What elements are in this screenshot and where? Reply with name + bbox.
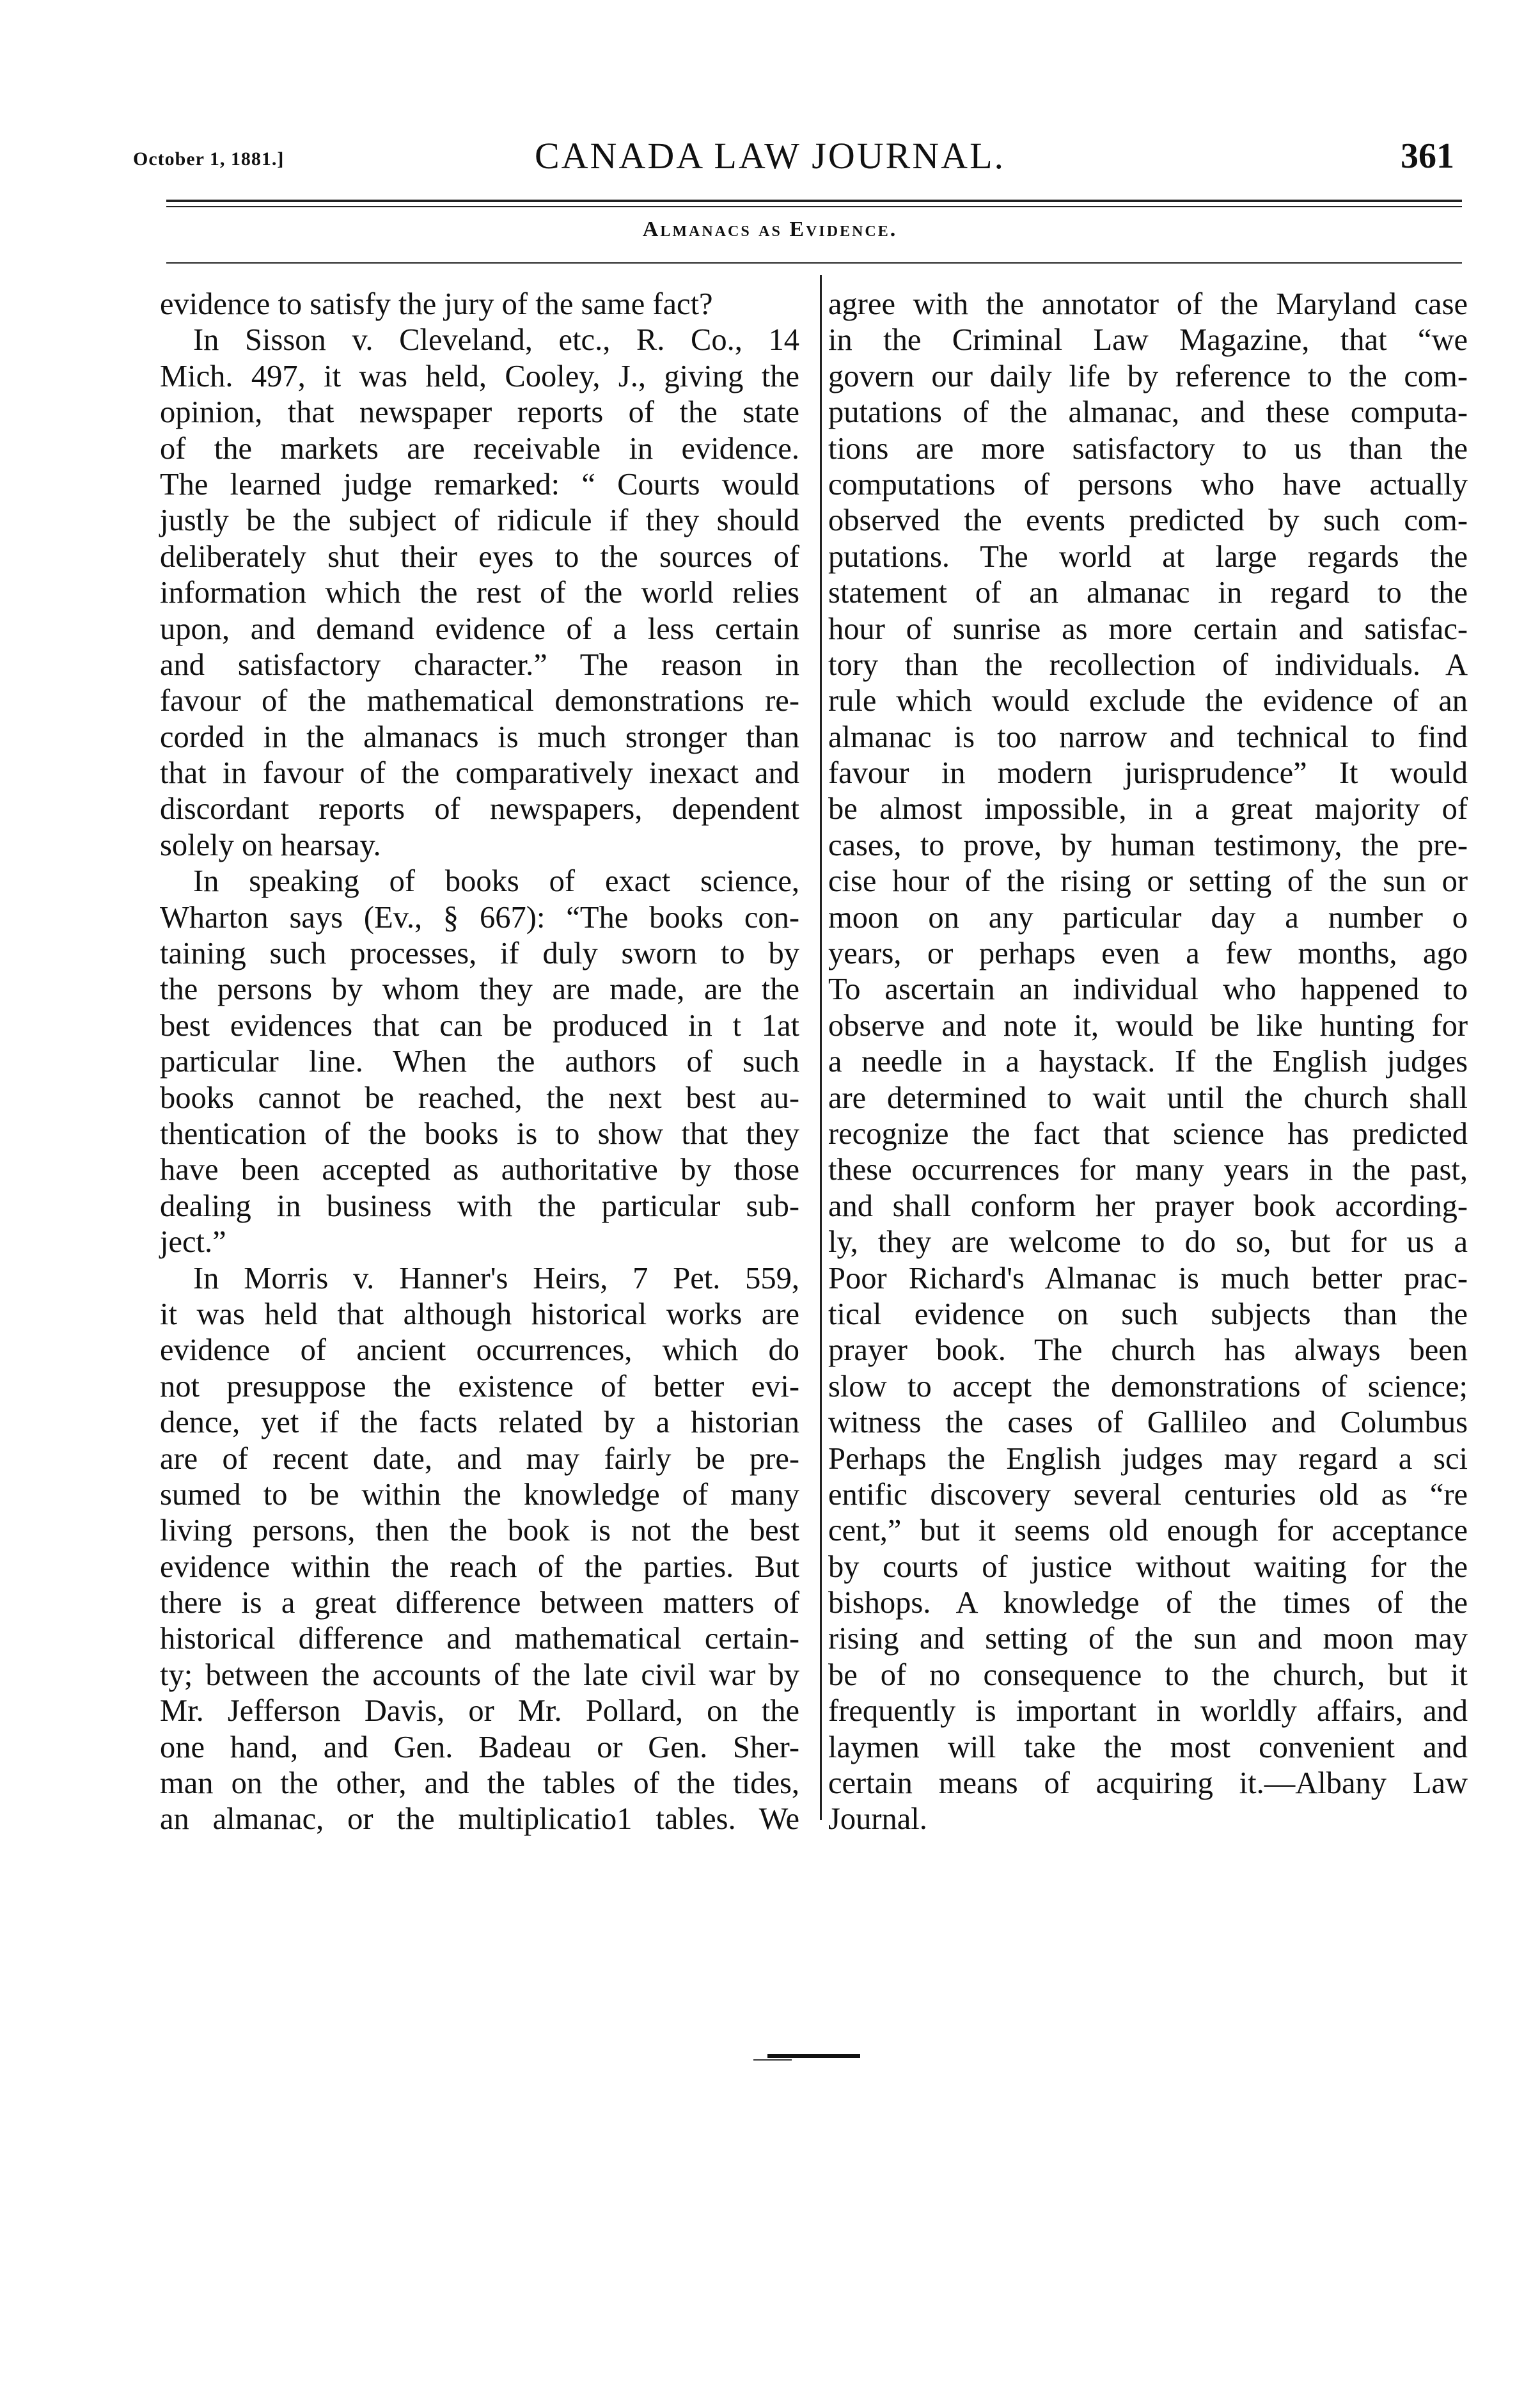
right-column-line: Perhaps the English judges may regard a sci xyxy=(828,1441,1468,1476)
header-rule-thin xyxy=(166,206,1462,207)
right-column-line: putations. The world at large regards the xyxy=(828,539,1468,574)
left-column-line: solely on hearsay. xyxy=(160,828,381,862)
right-column-line: putations of the almanac, and these computa- xyxy=(828,395,1468,430)
left-column-line: have been accepted as authoritative by those xyxy=(160,1153,799,1187)
left-column-line: Mich. 497, it was held, Cooley, J., giving the xyxy=(160,359,799,393)
column-divider xyxy=(820,275,822,1820)
right-column-line: observe and note it, would be like hunting for xyxy=(828,1008,1468,1043)
left-column-line: The learned judge remarked: “ Courts would xyxy=(160,467,799,502)
left-column-line: best evidences that can be produced in t 1at xyxy=(160,1008,799,1043)
right-column-line: Journal. xyxy=(828,1802,927,1837)
section-title: Almanacs as Evidence. xyxy=(642,218,898,241)
left-column-line: not presuppose the existence of better evi- xyxy=(160,1369,799,1404)
right-column-line: rule which would exclude the evidence of an xyxy=(828,684,1468,718)
end-rule-tail xyxy=(753,2059,792,2061)
right-column-line: laymen will take the most convenient and xyxy=(828,1730,1468,1764)
right-column-line: be of no consequence to the church, but it xyxy=(828,1658,1468,1692)
left-column-line: In speaking of books of exact science, xyxy=(193,864,799,899)
right-column-line: entific discovery several centuries old as “re xyxy=(828,1477,1468,1512)
left-column-line: living persons, then the book is not the best xyxy=(160,1514,799,1548)
right-column-line: tical evidence on such subjects than the xyxy=(828,1297,1468,1331)
right-column-line: computations of persons who have actually xyxy=(828,467,1468,502)
left-column-line: discordant reports of newspapers, dependent xyxy=(160,792,799,827)
right-column-line: be almost impossible, in a great majority of xyxy=(828,792,1468,827)
right-column-line: cise hour of the rising or setting of the sun or xyxy=(828,864,1468,899)
right-column-line: are determined to wait until the church shall xyxy=(828,1080,1468,1115)
left-column-line: dence, yet if the facts related by a historian xyxy=(160,1405,799,1440)
right-column-line: rising and setting of the sun and moon may xyxy=(828,1622,1468,1656)
section-rule xyxy=(166,262,1462,264)
right-column-line: certain means of acquiring it.—Albany Law xyxy=(828,1766,1468,1801)
left-column-line: taining such processes, if duly sworn to by xyxy=(160,937,799,971)
right-column-line: a needle in a haystack. If the English judges xyxy=(828,1045,1468,1079)
issue-date: October 1, 1881.] xyxy=(133,148,285,170)
left-column-line: and satisfactory character.” The reason in xyxy=(160,647,799,682)
left-column-line: deliberately shut their eyes to the sources of xyxy=(160,539,799,574)
left-column-line: evidence within the reach of the parties. But xyxy=(160,1549,799,1584)
right-column-line: agree with the annotator of the Maryland case xyxy=(828,287,1468,321)
left-column-line: In Morris v. Hanner's Heirs, 7 Pet. 559, xyxy=(193,1261,799,1295)
right-column-line: statement of an almanac in regard to the xyxy=(828,576,1468,610)
left-column-line: an almanac, or the multiplicatio1 tables. We xyxy=(160,1802,799,1837)
left-column-line: there is a great difference between matters of xyxy=(160,1586,799,1620)
left-column-line: favour of the mathematical demonstrations re- xyxy=(160,684,799,718)
right-column-line: years, or perhaps even a few months, ago xyxy=(828,937,1468,971)
left-column-line: man on the other, and the tables of the tides, xyxy=(160,1766,799,1801)
right-column-line: ly, they are welcome to do so, but for us a xyxy=(828,1225,1468,1260)
right-column-line: prayer book. The church has always been xyxy=(828,1333,1468,1368)
left-column-line: particular line. When the authors of such xyxy=(160,1045,799,1079)
left-column-line: books cannot be reached, the next best au- xyxy=(160,1080,799,1115)
right-column-line: Poor Richard's Almanac is much better prac- xyxy=(828,1261,1468,1295)
left-column-line: one hand, and Gen. Badeau or Gen. Sher- xyxy=(160,1730,799,1764)
left-column-line: dealing in business with the particular sub- xyxy=(160,1189,799,1223)
right-column-line: these occurrences for many years in the past, xyxy=(828,1153,1468,1187)
right-column-line: To ascertain an individual who happened to xyxy=(828,972,1468,1007)
right-column-line: frequently is important in worldly affairs, and xyxy=(828,1694,1468,1729)
left-column xyxy=(160,287,799,1838)
right-column-line: observed the events predicted by such com- xyxy=(828,503,1468,538)
right-column-line: cent,” but it seems old enough for acceptance xyxy=(828,1514,1468,1548)
left-column-line: upon, and demand evidence of a less certain xyxy=(160,612,799,646)
left-column-line: evidence of ancient occurrences, which do xyxy=(160,1333,799,1368)
left-column-line: opinion, that newspaper reports of the state xyxy=(160,395,799,430)
page-number: 361 xyxy=(1401,136,1454,176)
right-column-line: favour in modern jurisprudence” It would xyxy=(828,756,1468,791)
right-column xyxy=(828,287,1468,1838)
right-column-line: govern our daily life by reference to the com- xyxy=(828,359,1468,393)
left-column-line: justly be the subject of ridicule if they should xyxy=(160,503,799,538)
left-column-line: historical difference and mathematical certain- xyxy=(160,1622,799,1656)
left-column-line: of the markets are receivable in evidence. xyxy=(160,431,799,466)
right-column-line: recognize the fact that science has predicted xyxy=(828,1116,1468,1151)
left-column-line: are of recent date, and may fairly be pre- xyxy=(160,1441,799,1476)
right-column-line: bishops. A knowledge of the times of the xyxy=(828,1586,1468,1620)
right-column-line: and shall conform her prayer book according- xyxy=(828,1189,1468,1223)
left-column-line: Wharton says (Ev., § 667): “The books con- xyxy=(160,900,799,935)
right-column-line: cases, to prove, by human testimony, the pre- xyxy=(828,828,1468,862)
left-column-line: Mr. Jefferson Davis, or Mr. Pollard, on the xyxy=(160,1694,799,1729)
right-column-line: tory than the recollection of individuals. A xyxy=(828,647,1468,682)
left-column-line: evidence to satisfy the jury of the same fact? xyxy=(160,287,713,321)
end-rule xyxy=(767,2054,860,2058)
left-column-line: sumed to be within the knowledge of many xyxy=(160,1477,799,1512)
right-column-line: moon on any particular day a number o xyxy=(828,900,1468,935)
left-column-line: In Sisson v. Cleveland, etc., R. Co., 14 xyxy=(193,323,799,358)
left-column-line: information which the rest of the world relies xyxy=(160,576,799,610)
right-column-line: witness the cases of Gallileo and Columbus xyxy=(828,1405,1468,1440)
left-column-line: the persons by whom they are made, are the xyxy=(160,972,799,1007)
left-column-line: ty; between the accounts of the late civil war by xyxy=(160,1658,799,1692)
left-column-line: ject.” xyxy=(160,1225,226,1260)
right-column-line: almanac is too narrow and technical to find xyxy=(828,720,1468,754)
right-column-line: in the Criminal Law Magazine, that “we xyxy=(828,323,1468,358)
right-column-line: hour of sunrise as more certain and satisfac- xyxy=(828,612,1468,646)
header-rule-thick xyxy=(166,200,1462,202)
right-column-line: by courts of justice without waiting for the xyxy=(828,1549,1468,1584)
left-column-line: thentication of the books is to show that they xyxy=(160,1116,799,1151)
journal-title: CANADA LAW JOURNAL. xyxy=(534,135,1005,177)
right-column-line: tions are more satisfactory to us than the xyxy=(828,431,1468,466)
left-column-line: corded in the almanacs is much stronger than xyxy=(160,720,799,754)
left-column-line: that in favour of the comparatively inexact and xyxy=(160,756,799,791)
right-column-line: slow to accept the demonstrations of science; xyxy=(828,1369,1468,1404)
left-column-line: it was held that although historical works are xyxy=(160,1297,799,1331)
